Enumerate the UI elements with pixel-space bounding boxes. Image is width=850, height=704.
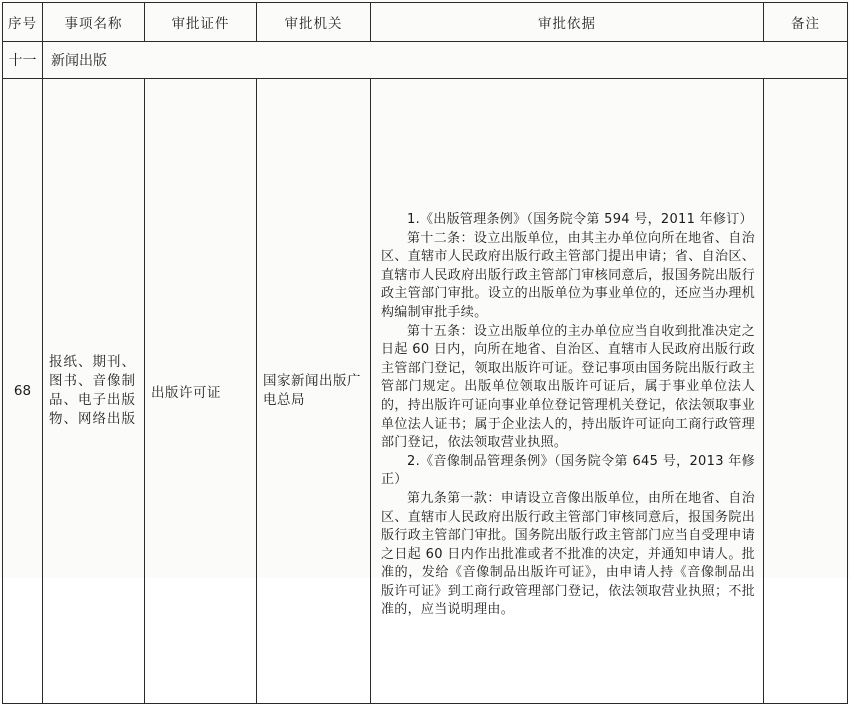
row-basis	[371, 79, 764, 704]
section-number: 十一	[3, 42, 43, 79]
header-item: 事项名称	[43, 3, 145, 42]
basis-paragraph-2: 第十二条：设立出版单位，由其主办单位向所在地省、自治区、直辖市人民政府出版行政主管部门提出申请；省、自治区、直辖市人民政府出版行政主管部门审核同意后，报国务院出版行政主管部门审批。设立的出版单位为事业单位的，还应当办理机构编制审批手续。	[381, 230, 755, 320]
table-row	[3, 79, 848, 704]
row-seq: 68	[3, 79, 43, 704]
header-seq: 序号	[3, 3, 43, 42]
section-row	[3, 42, 848, 79]
row-certificate: 出版许可证	[145, 79, 257, 704]
row-item-name: 报纸、期刊、图书、音像制品、电子出版物、网络出版	[43, 79, 145, 704]
basis-paragraph-5: 第九条第一款：申请设立音像出版单位，由所在地省、自治区、直辖市人民政府出版行政主管部门审核同意后，报国务院出版行政主管部门审批。国务院出版行政主管部门应当自受理申请之日起 60 日内作出批准或者不批准的决定，并通知申请人。批准的，发给《音像制品出版许可证》，由申请人持《音像制品出版许可证》到工商行政管理部门登记，依法领取营业执照；不批准的，应当说明理由。	[381, 490, 755, 618]
basis-paragraph-4: 2.《音像制品管理条例》（国务院令第 645 号，2013 年修正）	[381, 453, 755, 488]
approval-table	[2, 2, 848, 704]
header-note: 备注	[764, 3, 848, 42]
header-basis: 审批依据	[371, 3, 764, 42]
header-authority: 审批机关	[257, 3, 371, 42]
section-title: 新闻出版	[43, 42, 848, 79]
basis-paragraph-3: 第十五条：设立出版单位的主办单位应当自收到批准决定之日起 60 日内，向所在地省、自治区、直辖市人民政府出版行政主管部门登记，领取出版许可证。登记事项由国务院出版行政主管部门规定。出版单位领取出版许可证后，属于事业单位法人的，持出版许可证向事业单位登记管理机关登记，依法领取事业单位法人证书；属于企业法人的，持出版许可证向工商行政管理部门登记，依法领取营业执照。	[381, 323, 755, 451]
row-note	[764, 79, 848, 704]
basis-paragraph-1: 1.《出版管理条例》（国务院令第 594 号，2011 年修订）	[407, 212, 753, 227]
row-authority: 国家新闻出版广电总局	[257, 79, 371, 704]
header-cert: 审批证件	[145, 3, 257, 42]
header-row	[3, 3, 848, 42]
